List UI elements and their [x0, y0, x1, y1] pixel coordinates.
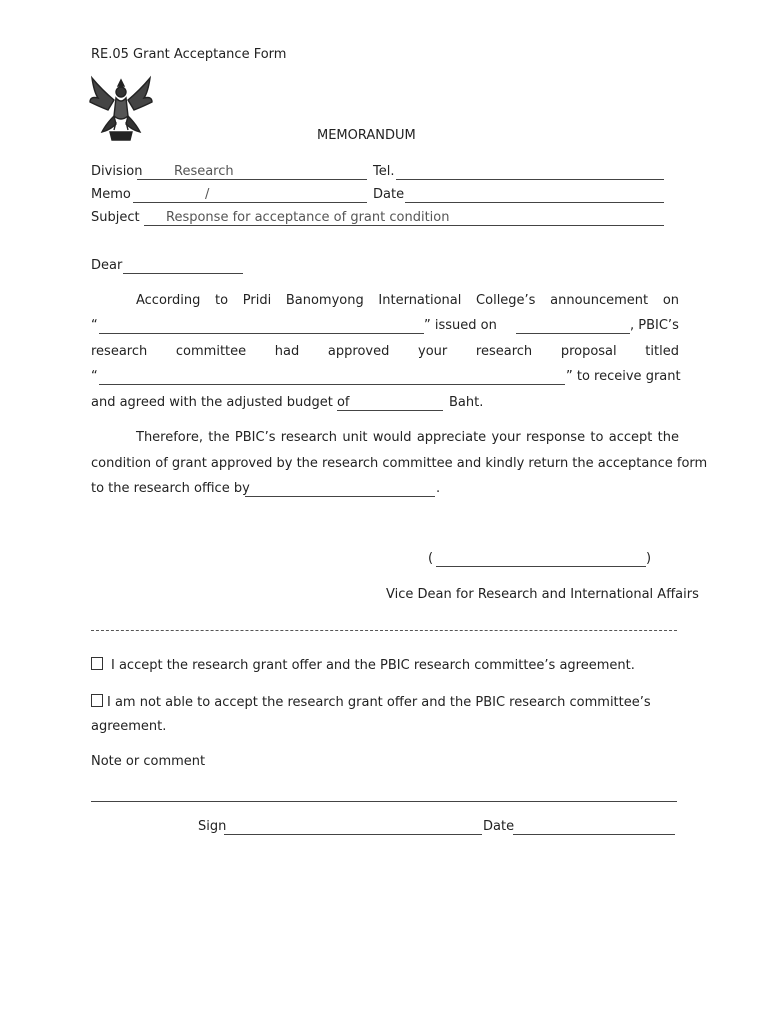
p1-word: titled	[645, 344, 679, 359]
division-value: Research	[174, 164, 234, 179]
paragraph1-line1	[136, 293, 679, 308]
p1-word: According	[136, 293, 201, 308]
memo-line	[133, 202, 367, 203]
baht-text: Baht.	[449, 395, 484, 410]
paragraph2-line3: to the research office by	[91, 481, 250, 496]
receive-grant-text: ” to receive grant	[566, 369, 681, 384]
division-line	[137, 179, 367, 180]
dear-line	[123, 273, 243, 274]
p1-word: College’s	[476, 293, 536, 308]
p1-word: committee	[175, 344, 247, 359]
budget-text: and agreed with the adjusted budget of	[91, 395, 350, 410]
sign-date-line[interactable]	[513, 834, 675, 835]
accept-text: I accept the research grant offer and the PBIC research committee’s agreement.	[111, 658, 635, 673]
deadline-line	[245, 496, 435, 497]
open-quote: “	[91, 318, 98, 333]
p1-word: proposal	[560, 344, 617, 359]
close-paren: )	[646, 551, 652, 566]
division-label: Division	[91, 164, 143, 179]
date-label: Date	[373, 187, 405, 202]
p1-word: International	[378, 293, 462, 308]
paragraph2-line2: condition of grant approved by the research committee and kindly return the acceptance form	[91, 456, 708, 471]
p1-word: research	[475, 344, 533, 359]
issued-date-line	[516, 333, 630, 334]
p1-word: on	[662, 293, 680, 308]
subject-line	[144, 225, 664, 226]
signature-name-line	[436, 566, 646, 567]
p1-word: Pridi	[242, 293, 272, 308]
paragraph1-line3	[91, 344, 679, 359]
decline-checkbox[interactable]	[91, 694, 103, 707]
p1-word: Banomyong	[285, 293, 364, 308]
date-line	[405, 202, 664, 203]
note-label: Note or comment	[91, 754, 206, 769]
memorandum-heading: MEMORANDUM	[317, 128, 416, 143]
p1-word: announcement	[550, 293, 649, 308]
pbic-text: , PBIC’s	[630, 318, 679, 333]
signer-title: Vice Dean for Research and International Affairs	[386, 587, 699, 602]
p1-word: your	[418, 344, 448, 359]
decline-text-line1: I am not able to accept the research grant offer and the PBIC research committee’s	[107, 695, 651, 710]
memo-label: Memo	[91, 187, 131, 202]
decline-option[interactable]	[91, 694, 651, 710]
comment-line[interactable]	[91, 801, 677, 802]
p1-word: approved	[327, 344, 390, 359]
sign-date-label: Date	[483, 819, 515, 834]
decline-text-line2: agreement.	[91, 719, 167, 734]
garuda-emblem-icon	[88, 72, 154, 144]
open-paren: (	[428, 551, 434, 566]
tel-line	[396, 179, 664, 180]
dear-label: Dear	[91, 258, 123, 273]
sign-line[interactable]	[224, 834, 482, 835]
period: .	[436, 481, 441, 496]
open-quote: “	[91, 369, 98, 384]
accept-checkbox[interactable]	[91, 657, 103, 670]
p1-word: research	[91, 344, 148, 359]
subject-label: Subject	[91, 210, 140, 225]
announcement-title-line	[99, 333, 424, 334]
p1-word: to	[215, 293, 229, 308]
memo-value: /	[205, 187, 210, 202]
proposal-title-line	[99, 384, 565, 385]
accept-option[interactable]	[91, 657, 635, 673]
cut-line-divider	[91, 630, 677, 631]
budget-line	[337, 410, 443, 411]
subject-value: Response for acceptance of grant condition	[166, 210, 450, 225]
issued-on-text: ” issued on	[424, 318, 497, 333]
paragraph2-line1: Therefore, the PBIC’s research unit would appreciate your response to accept the	[136, 430, 679, 445]
tel-label: Tel.	[373, 164, 395, 179]
p1-word: had	[274, 344, 300, 359]
sign-label: Sign	[198, 819, 227, 834]
form-code: RE.05 Grant Acceptance Form	[91, 47, 287, 62]
